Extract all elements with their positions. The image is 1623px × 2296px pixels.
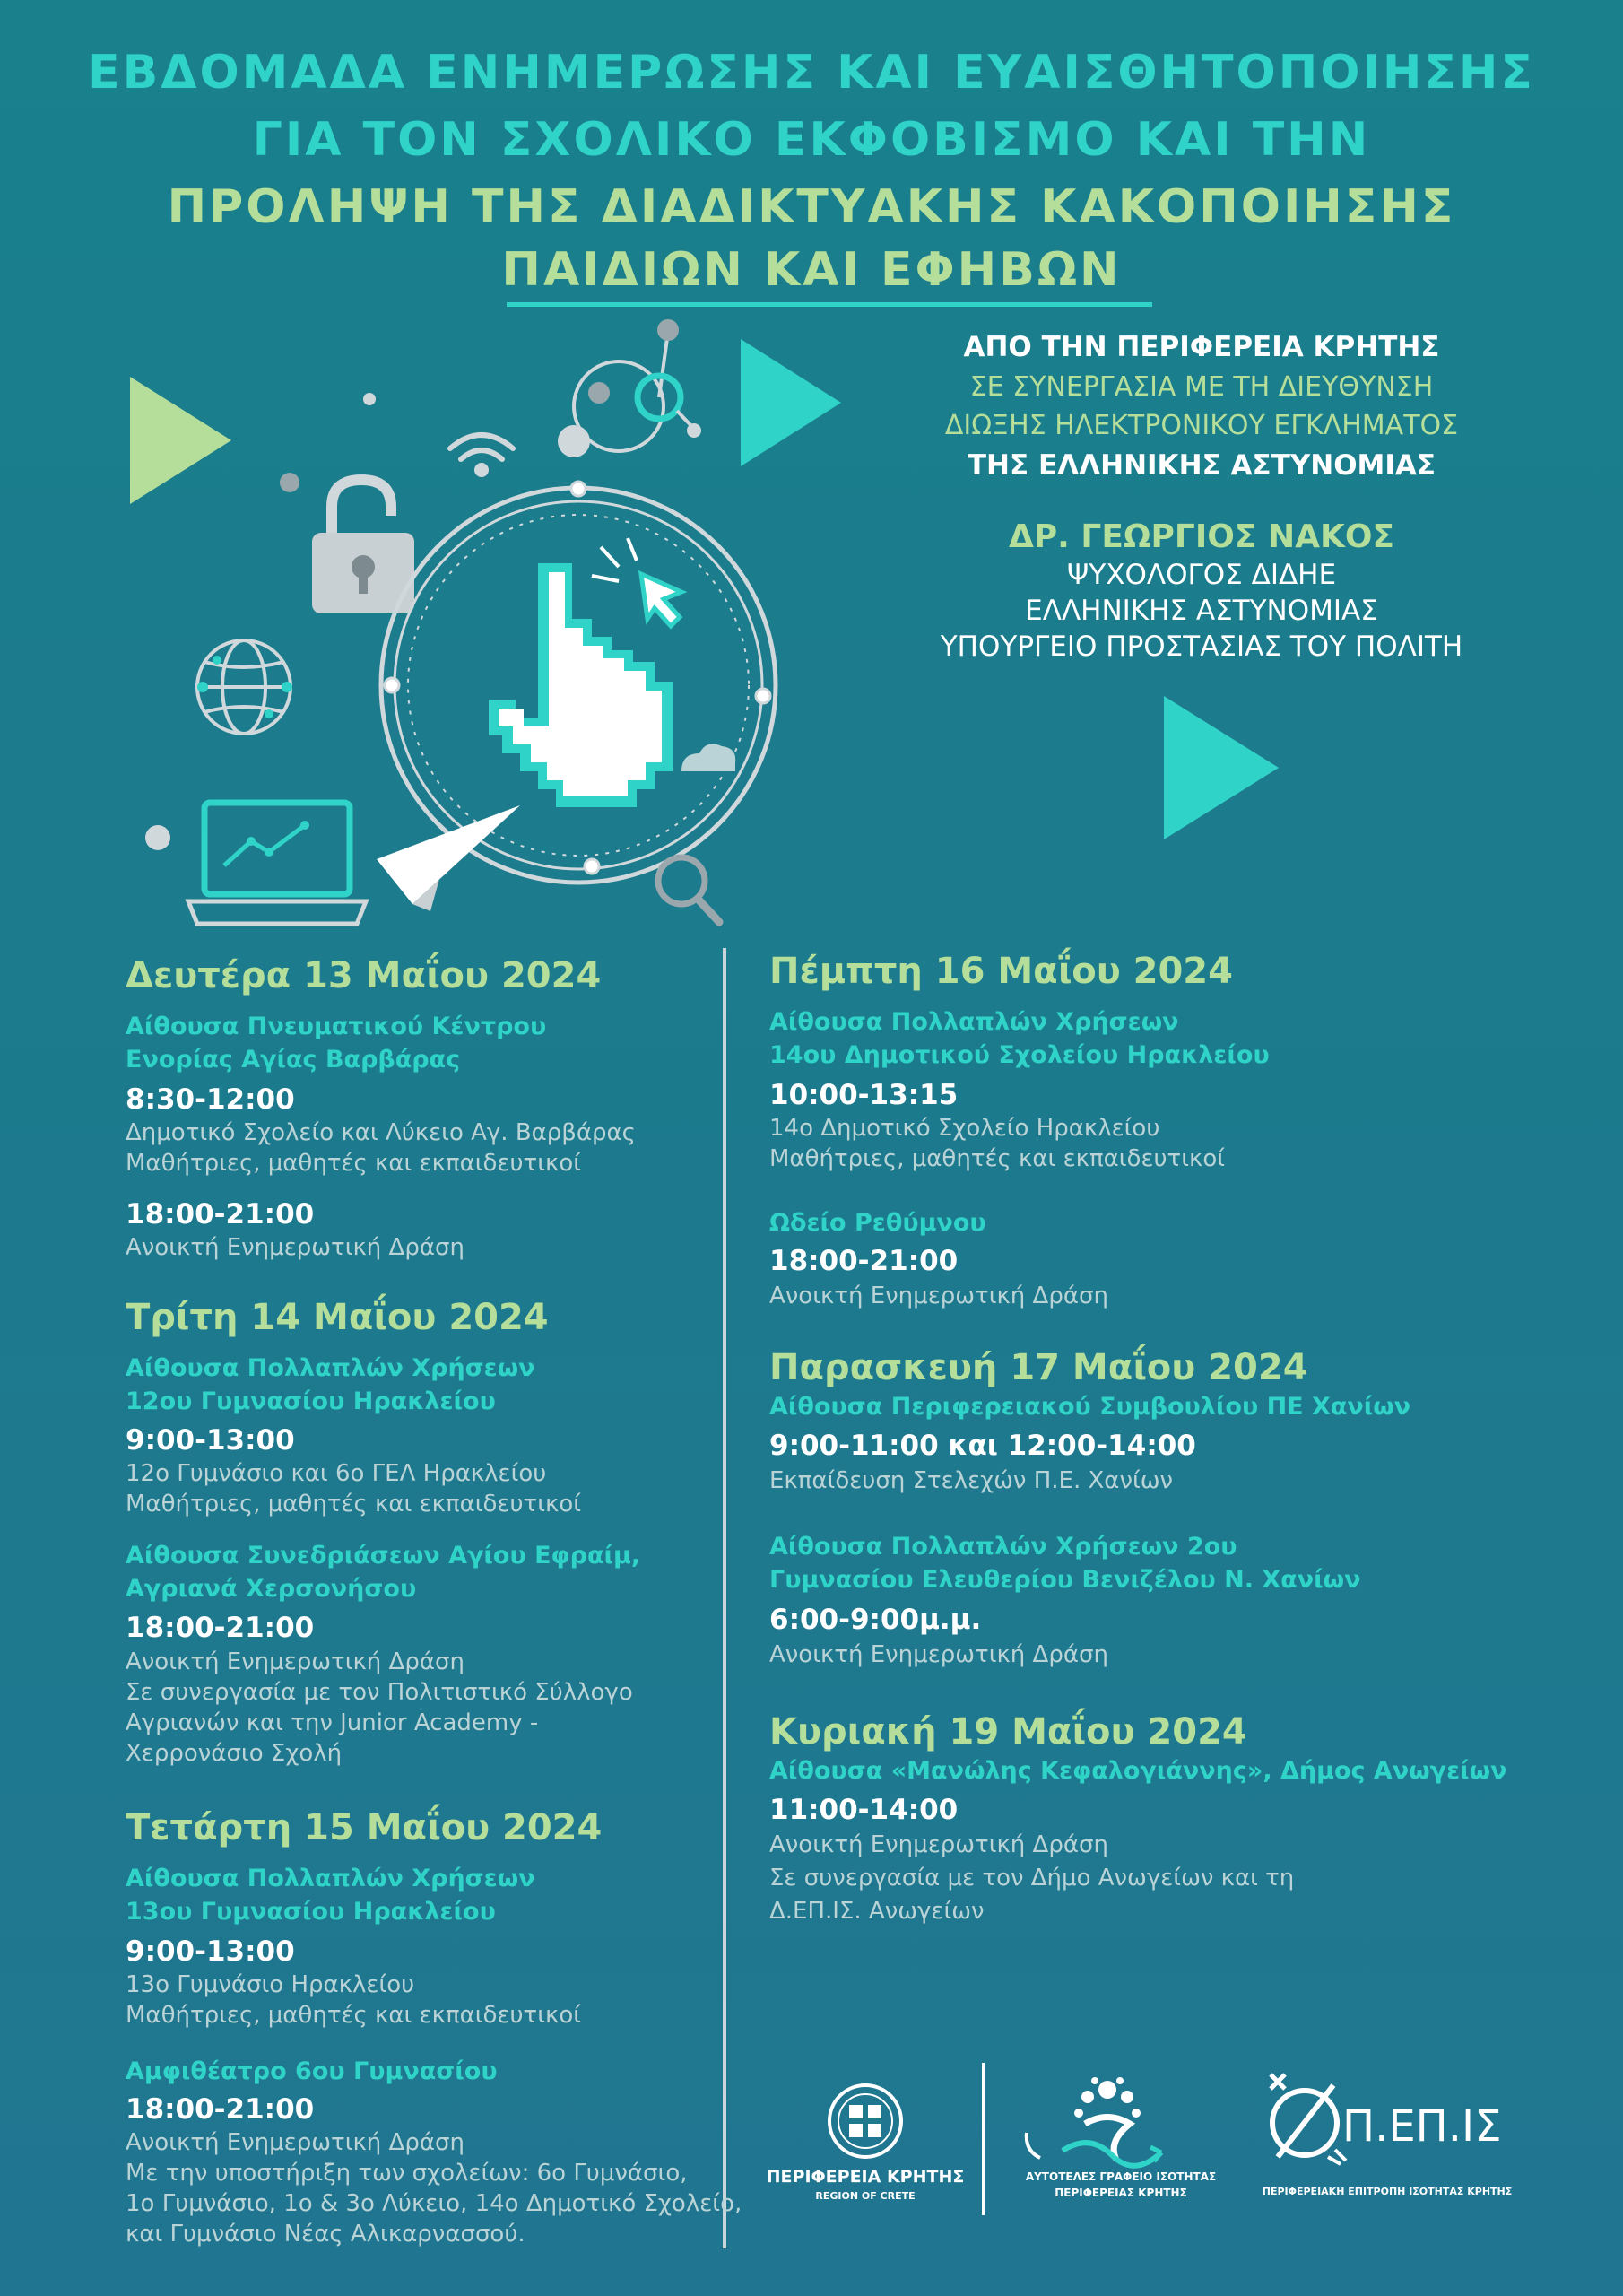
organizer-from: ΑΠΟ ΤΗΝ ΠΕΡΙΦΕΡΕΙΑ ΚΡΗΤΗΣ [963,331,1440,363]
venue-line: 14ου Δημοτικού Σχολείου Ηρακλείου [769,1041,1270,1069]
description-line: Με την υποστήριξη των σχολείων: 6ο Γυμνάσιο, [126,2160,688,2187]
globe-icon [197,640,292,734]
organizer-coop-1: ΣΕ ΣΥΝΕΡΓΑΣΙΑ ΜΕ ΤΗ ΔΙΕΥΘΥΝΣΗ [969,371,1434,403]
description-line: Ανοικτή Ενημερωτική Δράση [126,1648,464,1675]
magnifier-icon [658,857,719,922]
network-icon [558,319,701,457]
speaker-name: ΔΡ. ΓΕΩΡΓΙΟΣ ΝΑΚΟΣ [1008,518,1395,555]
description-line: και Γυμνάσιο Νέας Αλικαρνασσού. [126,2221,525,2248]
description-line: Μαθήτριες, μαθητές και εκπαιδευτικοί [126,1491,582,1518]
venue-line: Αίθουσα «Μανώλης Κεφαλογιάννης», Δήμος Ανωγείων [769,1757,1507,1785]
logo-pepis-title: Π.ΕΠ.ΙΣ [1342,2101,1502,2152]
venue-line: Αγριανά Χερσονήσου [126,1575,417,1603]
day-heading-monday: Δευτέρα 13 Μαΐου 2024 [126,955,602,996]
time-slot: 9:00-13:00 [126,1424,295,1457]
time-slot: 9:00-11:00 και 12:00-14:00 [769,1430,1196,1462]
speaker-role-1: ΨΥΧΟΛΟΓΟΣ ΔΙΔΗΕ [1066,559,1337,591]
description-line: 1ο Γυμνάσιο, 1ο & 3ο Λύκειο, 14ο Δημοτικό Σχολείο, [126,2190,742,2217]
logo-region-of-crete [762,2081,968,2215]
time-slot: 8:30-12:00 [126,1083,295,1116]
venue-line: Ενορίας Αγίας Βαρβάρας [126,1046,461,1074]
time-slot: 18:00-21:00 [126,2093,315,2126]
venue-line: Αμφιθέατρο 6ου Γυμνασίου [126,2057,498,2085]
laptop-icon [188,803,366,924]
logo-pepis-subtitle: ΠΕΡΙΦΕΡΕΙΑΚΗ ΕΠΙΤΡΟΠΗ ΙΣΟΤΗΤΑΣ ΚΡΗΤΗΣ [1262,2186,1513,2197]
logo-equality-subtitle: ΠΕΡΙΦΕΡΕΙΑΣ ΚΡΗΤΗΣ [1055,2187,1187,2199]
day-heading-sunday: Κυριακή 19 Μαΐου 2024 [769,1711,1247,1752]
title-line-3: ΠΡΟΛΗΨΗ ΤΗΣ ΔΙΑΔΙΚΤΥΑΚΗΣ ΚΑΚΟΠΟΙΗΣΗΣ [167,180,1456,234]
logo-crete-subtitle: REGION OF CRETE [815,2190,916,2202]
logo-equality-title: ΑΥΤΟΤΕΛΕΣ ΓΡΑΦΕΙΟ ΙΣΟΤΗΤΑΣ [1025,2170,1217,2183]
description-line: 12ο Γυμνάσιο και 6ο ΓΕΛ Ηρακλείου [126,1460,547,1487]
day-heading-friday: Παρασκευή 17 Μαΐου 2024 [769,1347,1308,1388]
lock-icon [312,480,414,613]
time-slot: 10:00-13:15 [769,1079,959,1111]
logo-divider [982,2063,985,2215]
speaker-role-2: ΕΛΛΗΝΙΚΗΣ ΑΣΤΥΝΟΜΙΑΣ [1025,595,1378,627]
venue-line: Αίθουσα Πολλαπλών Χρήσεων [769,1008,1179,1036]
description-line: Ανοικτή Ενημερωτική Δράση [769,1641,1108,1668]
description-line: Σε συνεργασία με τον Δήμο Ανωγείων και τη [769,1865,1295,1892]
description-line: Ανοικτή Ενημερωτική Δράση [126,1234,464,1261]
logo-pepis [1260,2067,1529,2211]
time-slot: 18:00-21:00 [769,1245,959,1277]
logo-equality-office [1000,2070,1242,2213]
logo-crete-title: ΠΕΡΙΦΕΡΕΙΑ ΚΡΗΤΗΣ [766,2167,965,2187]
arrow-cursor-icon [592,538,681,626]
time-slot: 11:00-14:00 [769,1794,959,1826]
time-slot: 18:00-21:00 [126,1612,315,1644]
wifi-icon [450,435,513,474]
venue-line: Αίθουσα Πολλαπλών Χρήσεων [126,1865,535,1892]
time-slot: 18:00-21:00 [126,1198,315,1231]
description-line: 13ο Γυμνάσιο Ηρακλείου [126,1971,415,1998]
venue-line: 12ου Γυμνασίου Ηρακλείου [126,1387,496,1415]
cyber-illustration [0,305,1623,951]
speaker-role-3: ΥΠΟΥΡΓΕΙΟ ΠΡΟΣΤΑΣΙΑΣ ΤΟΥ ΠΟΛΙΤΗ [940,631,1463,663]
venue-line: 13ου Γυμνασίου Ηρακλείου [126,1898,496,1926]
venue-line: Αίθουσα Πνευματικού Κέντρου [126,1013,547,1040]
play-triangle-right-icon [1164,696,1279,839]
gender-symbol-icon [1260,2067,1350,2166]
description-line: Χερρονάσιο Σχολή [126,1740,343,1767]
description-line: Ανοικτή Ενημερωτική Δράση [126,2129,464,2156]
column-divider [723,948,726,2248]
title-line-2: ΓΙΑ ΤΟΝ ΣΧΟΛΙΚΟ ΕΚΦΟΒΙΣΜΟ ΚΑΙ ΤΗΝ [252,113,1371,167]
organizer-coop-2: ΔΙΩΞΗΣ ΗΛΕΚΤΡΟΝΙΚΟΥ ΕΓΚΛΗΜΑΤΟΣ [944,410,1459,441]
venue-line: Αίθουσα Συνεδριάσεων Αγίου Εφραίμ, [126,1542,641,1570]
description-line: Δημοτικό Σχολείο και Λύκειο Αγ. Βαρβάρας [126,1119,636,1146]
day-heading-tuesday: Τρίτη 14 Μαΐου 2024 [126,1297,549,1338]
title-line-4: ΠΑΙΔΙΩΝ ΚΑΙ ΕΦΗΒΩΝ [501,243,1122,297]
time-slot: 6:00-9:00μ.μ. [769,1604,982,1636]
venue-line: Αίθουσα Πολλαπλών Χρήσεων 2ου [769,1533,1237,1561]
play-triangle-middle-icon [741,339,841,466]
venue-line: Γυμνασίου Ελευθερίου Βενιζέλου Ν. Χανίων [769,1566,1361,1594]
paper-plane-icon [377,805,520,911]
venue-line: Αίθουσα Πολλαπλών Χρήσεων [126,1354,535,1382]
description-line: Μαθήτριες, μαθητές και εκπαιδευτικοί [126,1150,582,1177]
description-line: Εκπαίδευση Στελεχών Π.Ε. Χανίων [769,1467,1174,1494]
description-line: Μαθήτριες, μαθητές και εκπαιδευτικοί [769,1145,1226,1172]
day-heading-thursday: Πέμπτη 16 Μαΐου 2024 [769,951,1233,992]
description-line: Ανοικτή Ενημερωτική Δράση [769,1283,1108,1309]
venue-line: Αίθουσα Περιφερειακού Συμβουλίου ΠΕ Χανίων [769,1393,1411,1421]
day-heading-wednesday: Τετάρτη 15 Μαΐου 2024 [126,1807,603,1848]
equality-figure-icon [1000,2070,1242,2169]
time-slot: 9:00-13:00 [126,1935,295,1968]
description-line: Δ.ΕΠ.ΙΣ. Ανωγείων [769,1898,985,1925]
description-line: Αγριανών και την Junior Academy - [126,1709,539,1736]
title-line-1: ΕΒΔΟΜΑΔΑ ΕΝΗΜΕΡΩΣΗΣ ΚΑΙ ΕΥΑΙΣΘΗΤΟΠΟΙΗΣΗΣ [88,46,1535,100]
description-line: Σε συνεργασία με τον Πολιτιστικό Σύλλογο [126,1679,633,1706]
description-line: Ανοικτή Ενημερωτική Δράση [769,1831,1108,1858]
description-line: Μαθήτριες, μαθητές και εκπαιδευτικοί [126,2002,582,2029]
organizer-coop-3: ΤΗΣ ΕΛΛΗΝΙΚΗΣ ΑΣΤΥΝΟΜΙΑΣ [967,449,1436,482]
description-line: 14ο Δημοτικό Σχολείο Ηρακλείου [769,1115,1160,1142]
greek-emblem-icon [762,2081,968,2161]
cloud-icon [681,744,735,771]
play-triangle-left-icon [130,377,231,504]
venue-line: Ωδείο Ρεθύμνου [769,1209,986,1237]
